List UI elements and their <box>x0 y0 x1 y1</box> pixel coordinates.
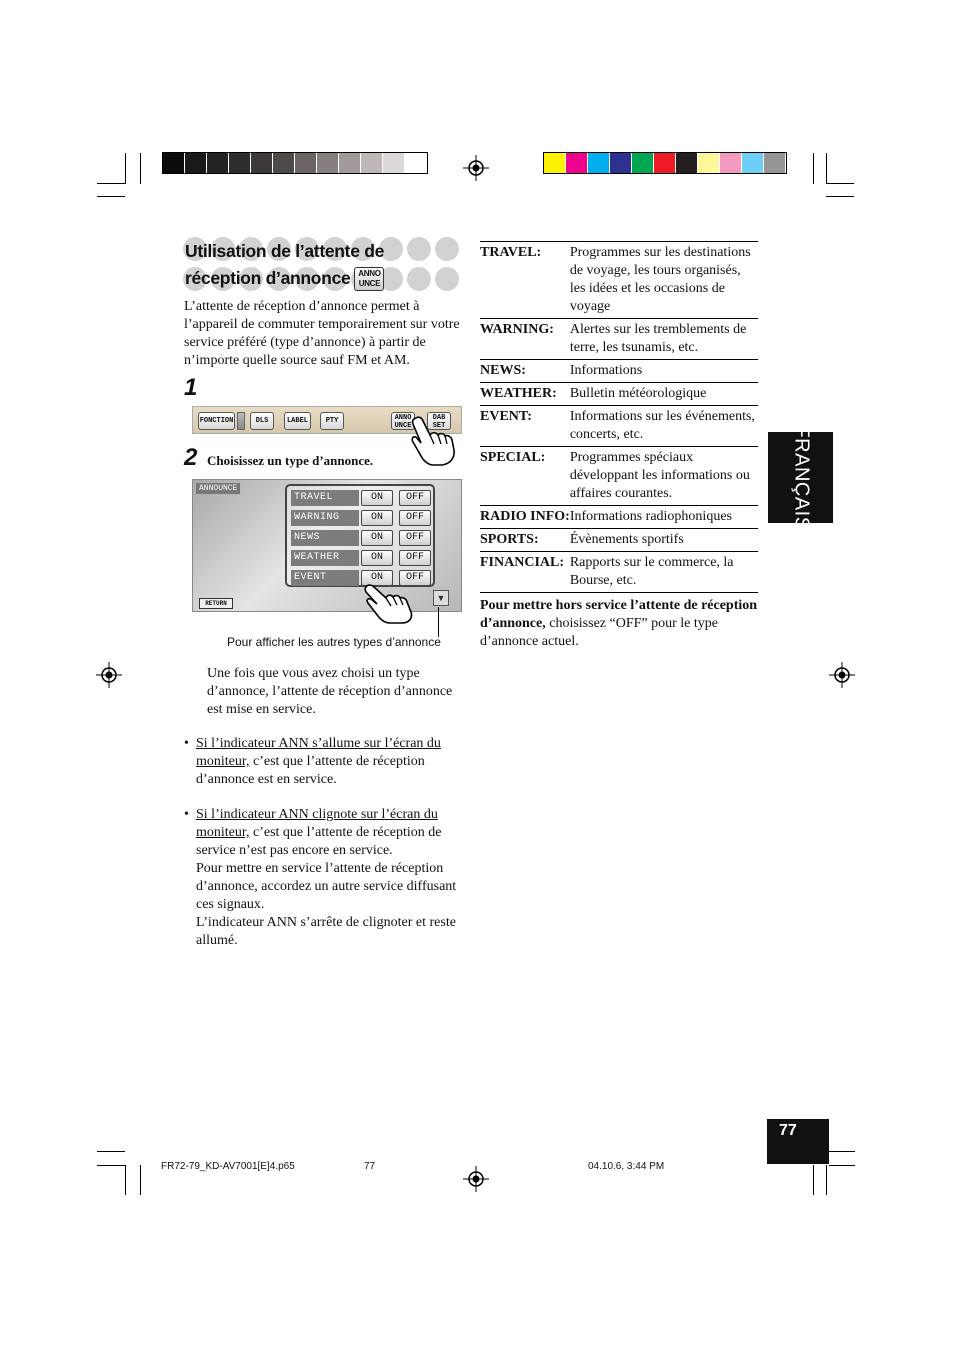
crop-mark <box>97 1165 125 1166</box>
bullet-2-text: c’est que l’attente de réception de service n’est pas encore en service. <box>196 825 442 858</box>
figure-caption: Pour afficher les autres types d’annonce <box>227 635 441 649</box>
color-swatch <box>229 153 251 173</box>
type-key: SPORTS: <box>480 529 570 552</box>
pointing-hand-icon <box>410 416 456 466</box>
crop-mark <box>826 1165 827 1195</box>
color-swatch <box>742 153 764 173</box>
bullet-1-text: c’est que l’attente de réception d’annonce est en service. <box>196 754 425 787</box>
announce-type-label: TRAVEL <box>291 490 359 506</box>
color-swatch <box>676 153 698 173</box>
page-number-box <box>767 1119 829 1164</box>
on-button[interactable]: ON <box>361 530 393 546</box>
step-1-number: 1 <box>184 374 198 401</box>
type-desc: Informations <box>570 360 758 383</box>
pointing-hand-icon <box>364 584 416 624</box>
color-swatch <box>383 153 405 173</box>
crop-mark <box>813 1165 814 1195</box>
color-swatch <box>405 153 427 173</box>
on-button[interactable]: ON <box>361 510 393 526</box>
section-title-block <box>183 236 463 296</box>
footer-file: FR72-79_KD-AV7001[E]4.p65 <box>161 1161 295 1172</box>
type-key: EVENT: <box>480 406 570 447</box>
color-swatch <box>295 153 317 173</box>
bullet-1-underlined: Si l’indicateur ANN s’allume sur l’écran du moniteur, <box>196 736 441 769</box>
color-swatch <box>698 153 720 173</box>
crop-mark <box>829 1151 855 1152</box>
pty-button[interactable]: PTY <box>320 412 344 430</box>
announce-type-label: EVENT <box>291 570 359 586</box>
table-row <box>480 406 758 447</box>
crop-mark <box>826 153 827 184</box>
table-row <box>480 552 758 593</box>
crop-mark <box>97 183 125 184</box>
type-desc: Programmes sur les destinations de voyage, les tours organisés, les idées et les occasions de voyage <box>570 242 758 319</box>
table-row <box>480 447 758 506</box>
bullet-2 <box>184 806 464 950</box>
announce-button-icon: ANNO UNCE <box>354 267 384 291</box>
crop-mark <box>140 153 141 184</box>
color-swatch <box>163 153 185 173</box>
page-title <box>185 238 384 292</box>
table-row <box>480 319 758 360</box>
announce-type-label: NEWS <box>291 530 359 546</box>
registration-mark-icon <box>829 662 855 688</box>
announce-types-table <box>480 241 758 593</box>
crop-mark <box>125 153 126 184</box>
crop-mark <box>829 1165 855 1166</box>
registration-mark-icon <box>96 662 122 688</box>
registration-mark-icon <box>463 1166 489 1192</box>
off-button[interactable]: OFF <box>399 570 431 586</box>
color-swatch <box>632 153 654 173</box>
color-swatch <box>764 153 786 173</box>
announce-type-label: WEATHER <box>291 550 359 566</box>
type-key: SPECIAL: <box>480 447 570 506</box>
table-row <box>480 529 758 552</box>
color-bar <box>543 152 787 174</box>
fonction-button[interactable]: FONCTION <box>198 412 235 430</box>
page-number: 77 <box>779 1122 797 1139</box>
type-key: FINANCIAL: <box>480 552 570 593</box>
step-2-text: Choisissez un type d’annonce. <box>207 453 374 468</box>
type-desc: Programmes spéciaux développant les informations ou affaires courantes. <box>570 447 758 506</box>
on-button[interactable]: ON <box>361 550 393 566</box>
announce-type-list <box>285 484 435 587</box>
type-key: RADIO INFO: <box>480 506 570 529</box>
crop-mark <box>826 196 854 197</box>
off-button[interactable]: OFF <box>399 490 431 506</box>
announce-panel <box>192 479 462 612</box>
language-tab <box>768 424 833 531</box>
list-item <box>291 490 431 506</box>
off-note <box>480 597 758 651</box>
color-swatch <box>339 153 361 173</box>
crop-mark <box>140 1165 141 1195</box>
type-key: WARNING: <box>480 319 570 360</box>
crop-mark <box>125 1165 126 1195</box>
bullet-2-paragraph-3: L’indicateur ANN s’arrête de clignoter et reste allumé. <box>196 915 456 948</box>
return-button[interactable]: RETURN <box>199 598 233 609</box>
color-swatch <box>273 153 295 173</box>
table-row <box>480 383 758 406</box>
color-swatch <box>654 153 676 173</box>
table-row <box>480 360 758 383</box>
footer-date: 04.10.6, 3:44 PM <box>588 1161 665 1172</box>
type-desc: Évènements sportifs <box>570 529 758 552</box>
crop-mark <box>813 153 814 184</box>
off-note-bold: Pour mettre hors service l’attente de réception d’annonce, <box>480 598 758 631</box>
type-desc: Informations sur les événements, concerts, etc. <box>570 406 758 447</box>
type-key: TRAVEL: <box>480 242 570 319</box>
list-item <box>291 550 431 566</box>
type-desc: Rapports sur le commerce, la Bourse, etc. <box>570 552 758 593</box>
title-line-1: Utilisation de l’attente de <box>185 241 385 261</box>
toolbar-indicator <box>237 412 245 430</box>
list-item <box>291 530 431 546</box>
color-swatch <box>185 153 207 173</box>
caption-leader-line <box>438 607 439 637</box>
color-swatch <box>588 153 610 173</box>
intro-paragraph: L’attente de réception d’annonce permet à l’appareil de commuter temporairement sur votre service préféré (type d’annonce) à partir de n’importe quelle source sauf FM et AM. <box>184 299 460 368</box>
crop-mark <box>826 183 854 184</box>
after-step-paragraph: Une fois que vous avez choisi un type d’annonce, l’attente de réception d’annonce est mise en service. <box>207 666 453 717</box>
crop-mark <box>97 1151 125 1152</box>
bullet-dot: • <box>184 736 189 751</box>
color-swatch <box>317 153 339 173</box>
color-swatch <box>610 153 632 173</box>
color-swatch <box>720 153 742 173</box>
language-label: FRANÇAIS <box>790 424 812 531</box>
type-desc: Alertes sur les tremblements de terre, les tsunamis, etc. <box>570 319 758 360</box>
off-note-text: choisissez “OFF” pour le type d’annonce actuel. <box>480 616 718 649</box>
bullet-dot: • <box>184 807 189 822</box>
list-item <box>291 510 431 526</box>
bullet-1 <box>184 735 464 789</box>
off-button[interactable]: OFF <box>399 530 431 546</box>
type-desc: Informations radiophoniques <box>570 506 758 529</box>
step-2-number: 2 <box>184 444 198 471</box>
color-swatch <box>251 153 273 173</box>
scroll-down-button[interactable]: ▼ <box>433 590 449 606</box>
label-button[interactable]: LABEL <box>284 412 311 430</box>
table-row <box>480 506 758 529</box>
title-line-2: réception d’annonce <box>185 268 351 288</box>
type-key: WEATHER: <box>480 383 570 406</box>
on-button[interactable]: ON <box>361 570 393 586</box>
bullet-2-paragraph-2: Pour mettre en service l’attente de réception d’annonce, accordez un autre service diffusant ces signaux. <box>196 861 457 912</box>
announce-button[interactable]: ANNO UNCE <box>391 412 415 430</box>
registration-mark-icon <box>463 155 489 181</box>
footer-page: 77 <box>364 1161 376 1172</box>
announce-type-label: WARNING <box>291 510 359 526</box>
dls-button[interactable]: DLS <box>250 412 274 430</box>
off-button[interactable]: OFF <box>399 510 431 526</box>
panel-title: ANNOUNCE <box>196 483 240 494</box>
color-swatch <box>566 153 588 173</box>
bullet-2-underlined: Si l’indicateur ANN clignote sur l’écran du moniteur, <box>196 807 438 840</box>
color-swatch <box>544 153 566 173</box>
crop-mark <box>97 196 125 197</box>
on-button[interactable]: ON <box>361 490 393 506</box>
type-desc: Bulletin météorologique <box>570 383 758 406</box>
off-button[interactable]: OFF <box>399 550 431 566</box>
gray-color-bar <box>162 152 428 174</box>
table-row <box>480 242 758 319</box>
color-swatch <box>207 153 229 173</box>
type-key: NEWS: <box>480 360 570 383</box>
dab-set-button[interactable]: DAB SET <box>427 412 451 430</box>
color-swatch <box>361 153 383 173</box>
